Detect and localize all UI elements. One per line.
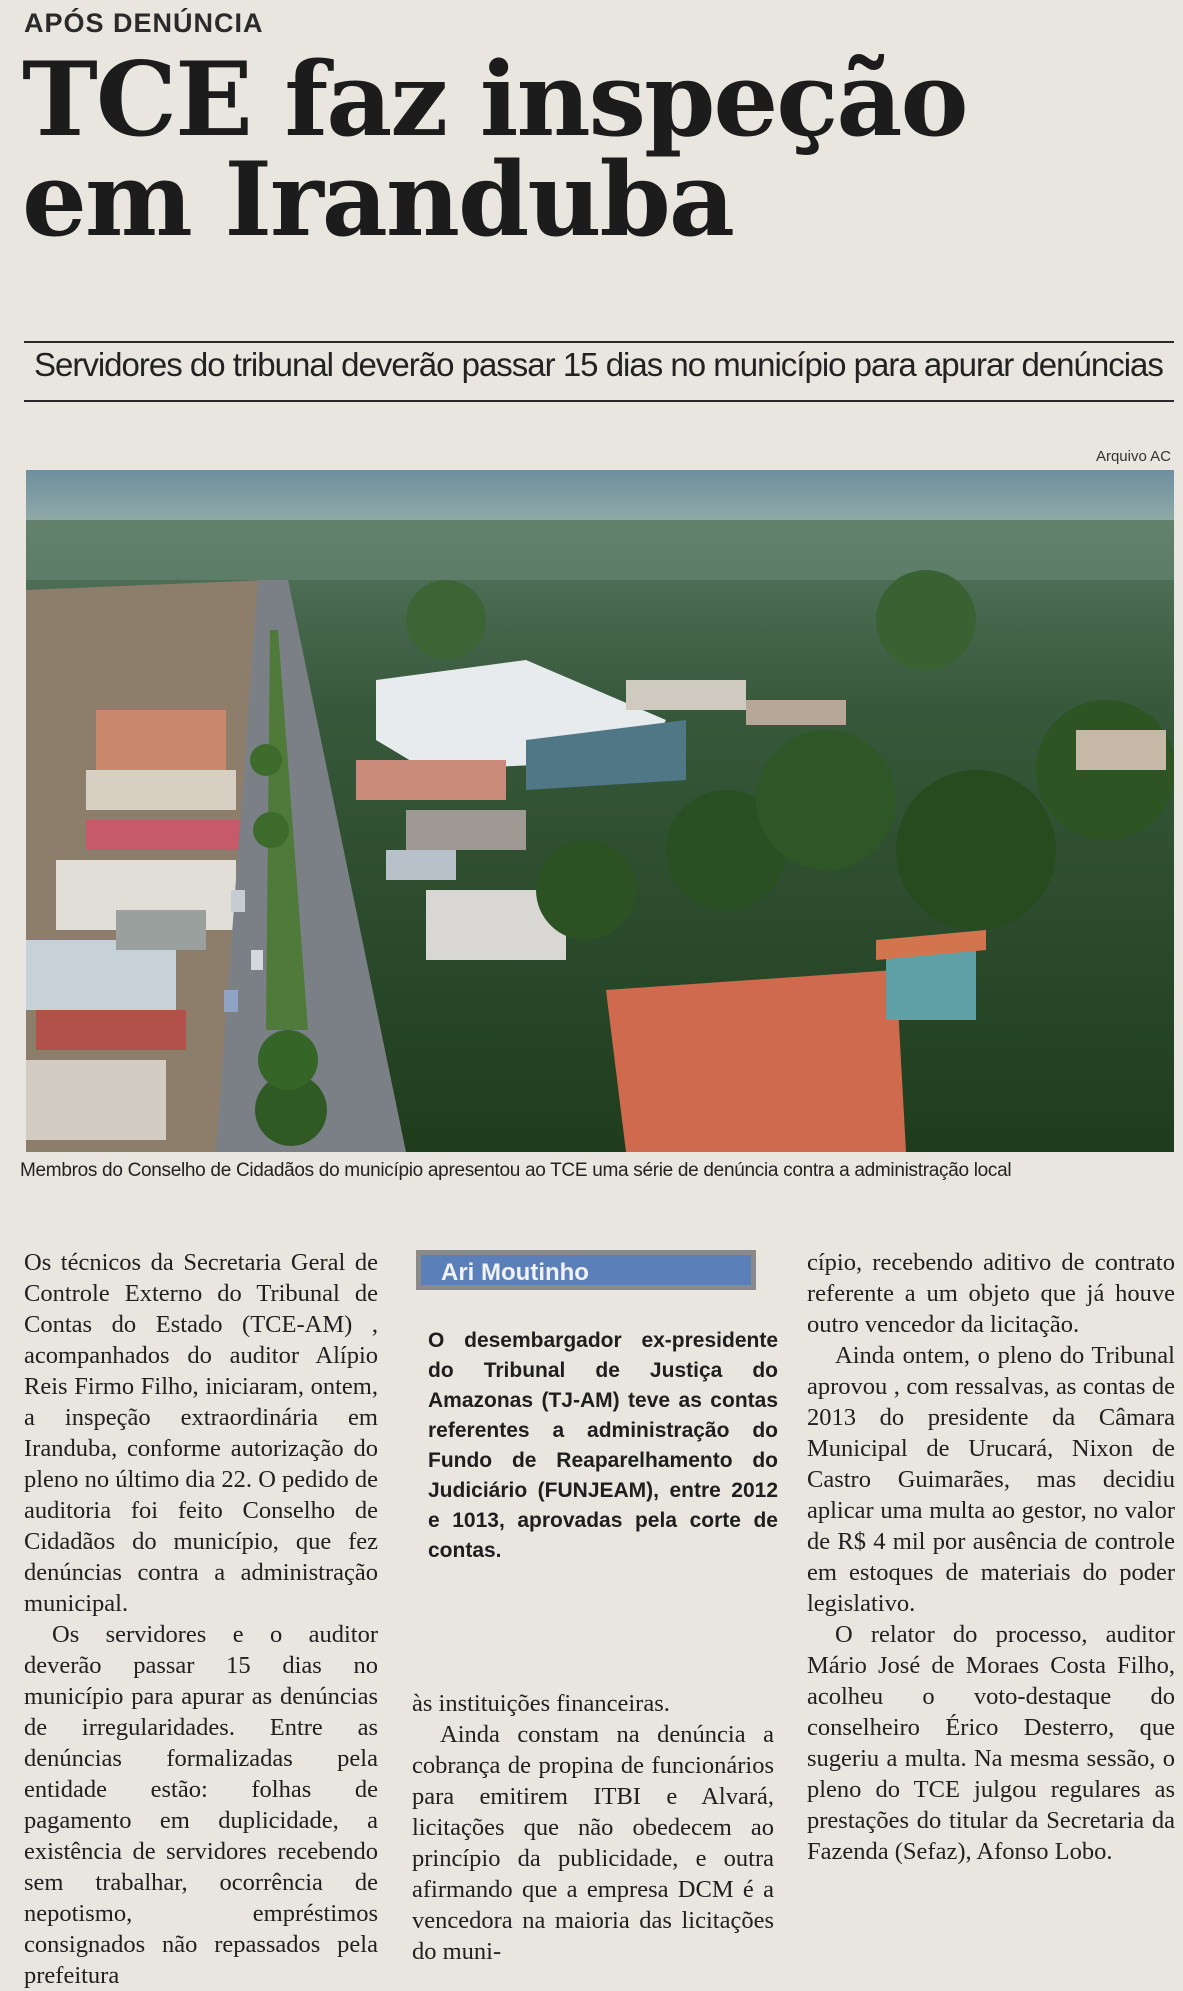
rule-above-subhead xyxy=(24,341,1174,343)
paragraph: cípio, recebendo aditivo de contrato referente a um objeto que já houve outro vencedor da licitação. xyxy=(807,1249,1175,1338)
aerial-photo-illustration xyxy=(26,470,1174,1152)
subhead: Servidores do tribunal deverão passar 15 dias no município para apurar denúncias xyxy=(34,346,1163,383)
paragraph: Ainda constam na denúncia a cobrança de propina de funcionários para emitirem ITBI e Alvará, licitações que não obedecem ao princípio da publicidade, e outra afirmando que a empresa DCM é a vencedora na maioria das licitações do muni- xyxy=(412,1721,774,1965)
article-column-2 xyxy=(412,1688,774,1967)
paragraph: às instituições financeiras. xyxy=(412,1690,670,1717)
headline xyxy=(22,40,1162,260)
headline-line-1: TCE faz inspeção xyxy=(22,40,967,160)
paragraph: Os servidores e o auditor deverão passar 15 dias no município para apurar as denúncias de irregularidades. Entre as denúncias formalizadas pela entidade estão: folhas de pagamento em duplicidade, a existência de servidores recebendo sem trabalhar, ocorrência de nepotismo, empréstimos consignados não repassados pela prefeitura xyxy=(24,1621,378,1989)
kicker: APÓS DENÚNCIA xyxy=(24,8,264,38)
lead-paragraph: O desembargador ex-presidente do Tribunal de Justiça do Amazonas (TJ-AM) teve as contas referentes a administração do Fundo de Reaparelhamento do Judiciário (FUNJEAM), entre 2012 e 1013, aprovadas pela corte de contas. xyxy=(428,1329,778,1562)
paragraph: Ainda ontem, o pleno do Tribunal aprovou , com ressalvas, as contas de 2013 do presidente da Câmara Municipal de Urucará, Nixon de Castro Guimarães, mas decidiu aplicar uma multa ao gestor, no valor de R$ 4 mil por ausência de controle em estoques de materiais do poder legislativo. xyxy=(807,1342,1175,1617)
article-column-1 xyxy=(24,1247,378,1991)
author-byline: Ari Moutinho xyxy=(416,1250,756,1290)
photo-credit: Arquivo AC xyxy=(1095,448,1171,465)
photo-caption: Membros do Conselho de Cidadãos do município apresentou ao TCE uma série de denúncia contra a administração local xyxy=(20,1160,1012,1181)
headline-line-2: em Iranduba xyxy=(22,140,733,260)
paragraph: O relator do processo, auditor Mário José de Moraes Costa Filho, acolheu o voto-destaque do conselheiro Érico Desterro, que sugeriu a multa. Na mesma sessão, o pleno do TCE julgou regulares as prestações do titular da Secretaria da Fazenda (Sefaz), Afonso Lobo. xyxy=(807,1621,1175,1865)
rule-below-subhead xyxy=(24,400,1174,402)
paragraph: Os técnicos da Secretaria Geral de Controle Externo do Tribunal de Contas do Estado (TCE-AM) , acompanhados do auditor Alípio Reis Firmo Filho, iniciaram, ontem, a inspeção extraordinária em Iranduba, conforme autorização do pleno no último dia 22. O pedido de auditoria foi feito Conselho de Cidadãos do município, que fez denúncias contra a administração municipal. xyxy=(24,1249,378,1617)
aerial-photo xyxy=(26,470,1174,1152)
byline-block xyxy=(412,1250,778,1566)
article-column-3 xyxy=(807,1247,1175,1867)
